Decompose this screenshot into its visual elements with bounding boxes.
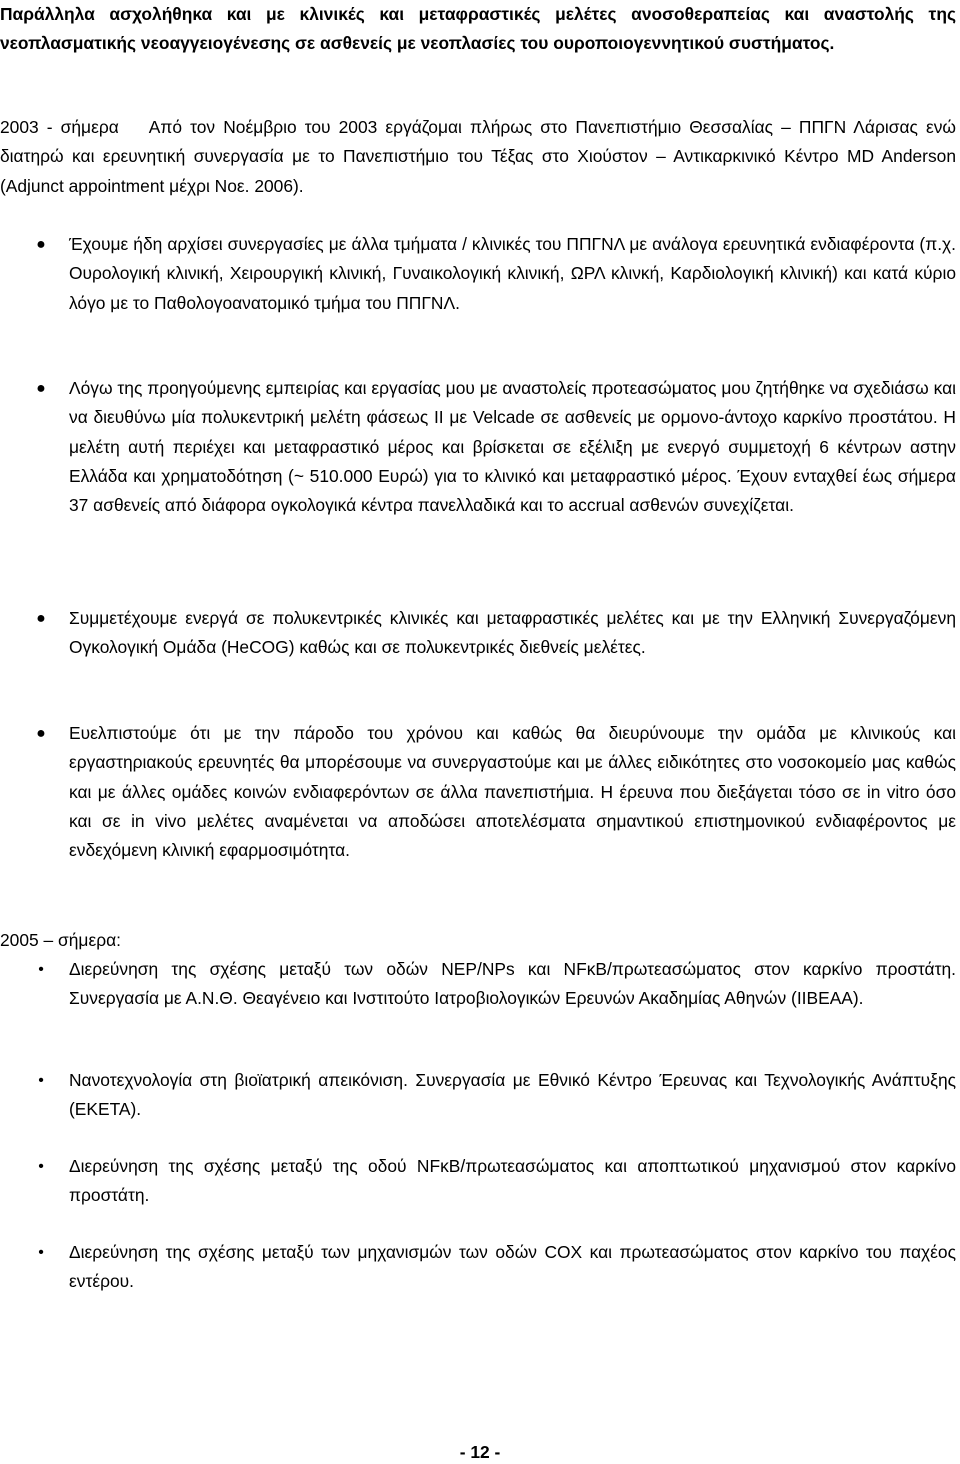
list-item bbox=[0, 604, 956, 663]
period-2003-paragraph bbox=[0, 113, 956, 201]
list-item bbox=[0, 1238, 956, 1297]
bullet-icon: • bbox=[38, 1158, 44, 1175]
list-item-text: Διερεύνηση της σχέσης μεταξύ των μηχανισμών των οδών COX και πρωτεασώματος στον καρκίνο του παχέος εντέρου. bbox=[69, 1242, 956, 1292]
list-item bbox=[0, 955, 956, 1014]
bullet-icon: ● bbox=[36, 236, 46, 253]
list-item-text: Συμμετέχουμε ενεργά σε πολυκεντρικές κλινικές και μεταφραστικές μελέτες και με την Ελληνική Συνεργαζόμενη Ογκολογική Ομάδα (HeCOG) καθώς και σε πολυκεντρικές διεθνείς μελέτες. bbox=[69, 608, 956, 658]
bullet-icon: • bbox=[38, 961, 44, 978]
list-item-text: Διερεύνηση της σχέσης μεταξύ των οδών NEP/NPs και NFκB/πρωτεασώματος στον καρκίνο προστάτη. Συνεργασία με Α.Ν.Θ. Θεαγένειο και Ινστιτούτο Ιατροβιολογικών Ερευνών Ακαδημίας Αθηνών (ΙΙΒΕΑΑ). bbox=[69, 959, 956, 1009]
bullet-icon: ● bbox=[36, 725, 46, 742]
list-item-text: Νανοτεχνολογία στη βιοϊατρική απεικόνιση. Συνεργασία με Εθνικό Κέντρο Έρευνας και Τεχνολογικής Ανάπτυξης (ΕΚΕΤΑ). bbox=[69, 1070, 956, 1120]
bullet-icon: ● bbox=[36, 610, 46, 627]
intro-paragraph: Παράλληλα ασχολήθηκα και με κλινικές και μεταφραστικές μελέτες ανοσοθεραπείας και αναστολής της νεοπλασματικής νεοαγγειογένεσης σε ασθενείς με νεοπλασίες του ουροποιογεννητικού συστήματος. bbox=[0, 4, 956, 54]
list-item-text: Ευελπιστούμε ότι με την πάροδο του χρόνου και καθώς θα διευρύνουμε την ομάδα με κλινικούς και εργαστηριακούς ερευνητές θα μπορέσουμε να συνεργαστούμε και με άλλες ειδικότητες στο νοσοκομείο μας καθώς και με άλλες ομάδες κοινών ενδιαφερόντων σε άλλα πανεπιστήμια. Η έρευνα που διεξάγεται τόσο σε in vitro όσο και σε in vivo μελέτες αναμένεται να αποδώσει αποτελέσματα σημαντικού επιστημονικού ενδιαφέροντος με ενδεχόμενη κλινική εφαρμοσιμότητα. bbox=[69, 723, 956, 861]
list-item bbox=[0, 1152, 956, 1211]
list-item-text: Διερεύνηση της σχέσης μεταξύ της οδού NFκB/πρωτεασώματος και αποπτωτικού μηχανισμού στον καρκίνο προστάτη. bbox=[69, 1156, 956, 1206]
list-item bbox=[0, 719, 956, 865]
period-2003-label: 2003 - σήμερα bbox=[0, 117, 119, 137]
bullet-icon: • bbox=[38, 1244, 44, 1261]
period-2005-heading: 2005 – σήμερα: bbox=[0, 930, 121, 950]
bullet-icon: ● bbox=[36, 380, 46, 397]
page-number: - 12 - bbox=[459, 1442, 501, 1462]
list-item bbox=[0, 1066, 956, 1125]
list-item bbox=[0, 230, 956, 318]
list-item-text: Λόγω της προηγούμενης εμπειρίας και εργασίας μου με αναστολείς προτεασώματος μου ζητήθηκε να σχεδιάσω και να διευθύνω μία πολυκεντρική μελέτη φάσεως ΙΙ με Velcade σε ασθενείς με ορμονο-άντοχο καρκίνο προστάτου. Η μελέτη αυτή περιέχει και μεταφραστικό μέρος και βρίσκεται σε εξέλιξη με ενεργό συμμετοχή 6 κέντρων αστην Ελλάδα και χρηματοδότηση (~ 510.000 Ευρώ) για το κλινικό και μεταφραστικό μέρος. Έχουν ενταχθεί έως σήμερα 37 ασθενείς από διάφορα ογκολογικά κέντρα πανελλαδικά και το accrual ασθενών συνεχίζεται. bbox=[69, 378, 956, 516]
bullet-icon: • bbox=[38, 1072, 44, 1089]
list-item-text: Έχουμε ήδη αρχίσει συνεργασίες με άλλα τμήματα / κλινικές του ΠΠΓΝΛ με ανάλογα ερευνητικά ενδιαφέροντα (π.χ. Ουρολογική κλινική, Χειρουργική κλινική, Γυναικολογική κλινική, ΩΡΛ κλινκή, Καρδιολογική κλινική) και κατά κύριο λόγο με το Παθολογοανατομικό τμήμα του ΠΠΓΝΛ. bbox=[69, 234, 956, 313]
list-item bbox=[0, 374, 956, 520]
period-2003-text: Από τον Νοέμβριο του 2003 εργάζομαι πλήρως στο Πανεπιστήμιο Θεσσαλίας – ΠΠΓΝ Λάρισας ενώ διατηρώ και ερευνητική συνεργασία με το Πανεπιστήμιο του Τέξας στο Χιούστον – Αντικαρκινικό Κέντρο MD Anderson (Adjunct appointment μέχρι Νοε. 2006). bbox=[0, 117, 956, 196]
